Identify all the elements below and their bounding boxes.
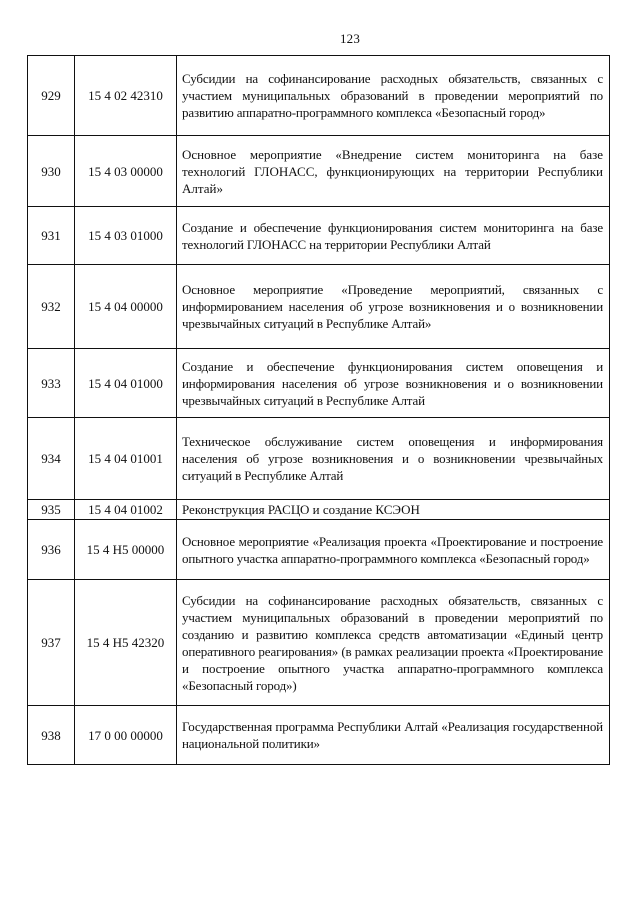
row-number: 931 — [28, 207, 75, 265]
row-number: 936 — [28, 520, 75, 580]
budget-classification-table — [27, 55, 610, 765]
row-code: 15 4 04 01002 — [75, 500, 177, 520]
row-code: 15 4 03 01000 — [75, 207, 177, 265]
row-code: 15 4 Н5 42320 — [75, 580, 177, 706]
table-row — [28, 580, 610, 706]
row-name: Государственная программа Республики Алтай «Реализация государственной национальной политики» — [177, 706, 610, 765]
row-number: 930 — [28, 136, 75, 207]
table-row — [28, 500, 610, 520]
table-row — [28, 207, 610, 265]
row-name: Основное мероприятие «Реализация проекта «Проектирование и построение опытного участка аппаратно-программного комплекса «Безопасный город» — [177, 520, 610, 580]
table-row — [28, 56, 610, 136]
row-code: 15 4 04 01001 — [75, 418, 177, 500]
row-code: 15 4 04 01000 — [75, 349, 177, 418]
row-name: Субсидии на софинансирование расходных обязательств, связанных с участием муниципальных образований в проведении мероприятий по созданию и развитию комплекса средств автоматизации «Единый центр оперативного реагирования» (в рамках реализации проекта «Проектирование и построение опытного участка аппаратно-программного комплекса «Безопасный город») — [177, 580, 610, 706]
row-code: 15 4 Н5 00000 — [75, 520, 177, 580]
table-row — [28, 706, 610, 765]
row-number: 937 — [28, 580, 75, 706]
row-number: 933 — [28, 349, 75, 418]
page-number: 123 — [339, 31, 361, 46]
table-row — [28, 136, 610, 207]
row-code: 15 4 02 42310 — [75, 56, 177, 136]
table-row — [28, 265, 610, 349]
table-row — [28, 349, 610, 418]
row-code: 17 0 00 00000 — [75, 706, 177, 765]
row-name: Основное мероприятие «Проведение мероприятий, связанных с информированием населения об угрозе возникновения и о возникновении чрезвычайных ситуаций в Республике Алтай» — [177, 265, 610, 349]
row-code: 15 4 04 00000 — [75, 265, 177, 349]
row-number: 938 — [28, 706, 75, 765]
row-name: Основное мероприятие «Внедрение систем мониторинга на базе технологий ГЛОНАСС, функционирующих на территории Республики Алтай» — [177, 136, 610, 207]
table-row — [28, 520, 610, 580]
row-name: Техническое обслуживание систем оповещения и информирования населения об угрозе возникновения и о возникновении чрезвычайных ситуаций в Республике Алтай — [177, 418, 610, 500]
row-code: 15 4 03 00000 — [75, 136, 177, 207]
row-name: Реконструкция РАСЦО и создание КСЭОН — [177, 500, 610, 520]
row-number: 934 — [28, 418, 75, 500]
row-number: 932 — [28, 265, 75, 349]
row-number: 929 — [28, 56, 75, 136]
row-name: Создание и обеспечение функционирования систем оповещения и информирования населения об угрозе возникновения и о возникновении чрезвычайных ситуаций в Республике Алтай — [177, 349, 610, 418]
row-number: 935 — [28, 500, 75, 520]
row-name: Создание и обеспечение функционирования систем мониторинга на базе технологий ГЛОНАСС на территории Республики Алтай — [177, 207, 610, 265]
table-row — [28, 418, 610, 500]
row-name: Субсидии на софинансирование расходных обязательств, связанных с участием муниципальных образований в проведении мероприятий по развитию аппаратно-программного комплекса «Безопасный город» — [177, 56, 610, 136]
